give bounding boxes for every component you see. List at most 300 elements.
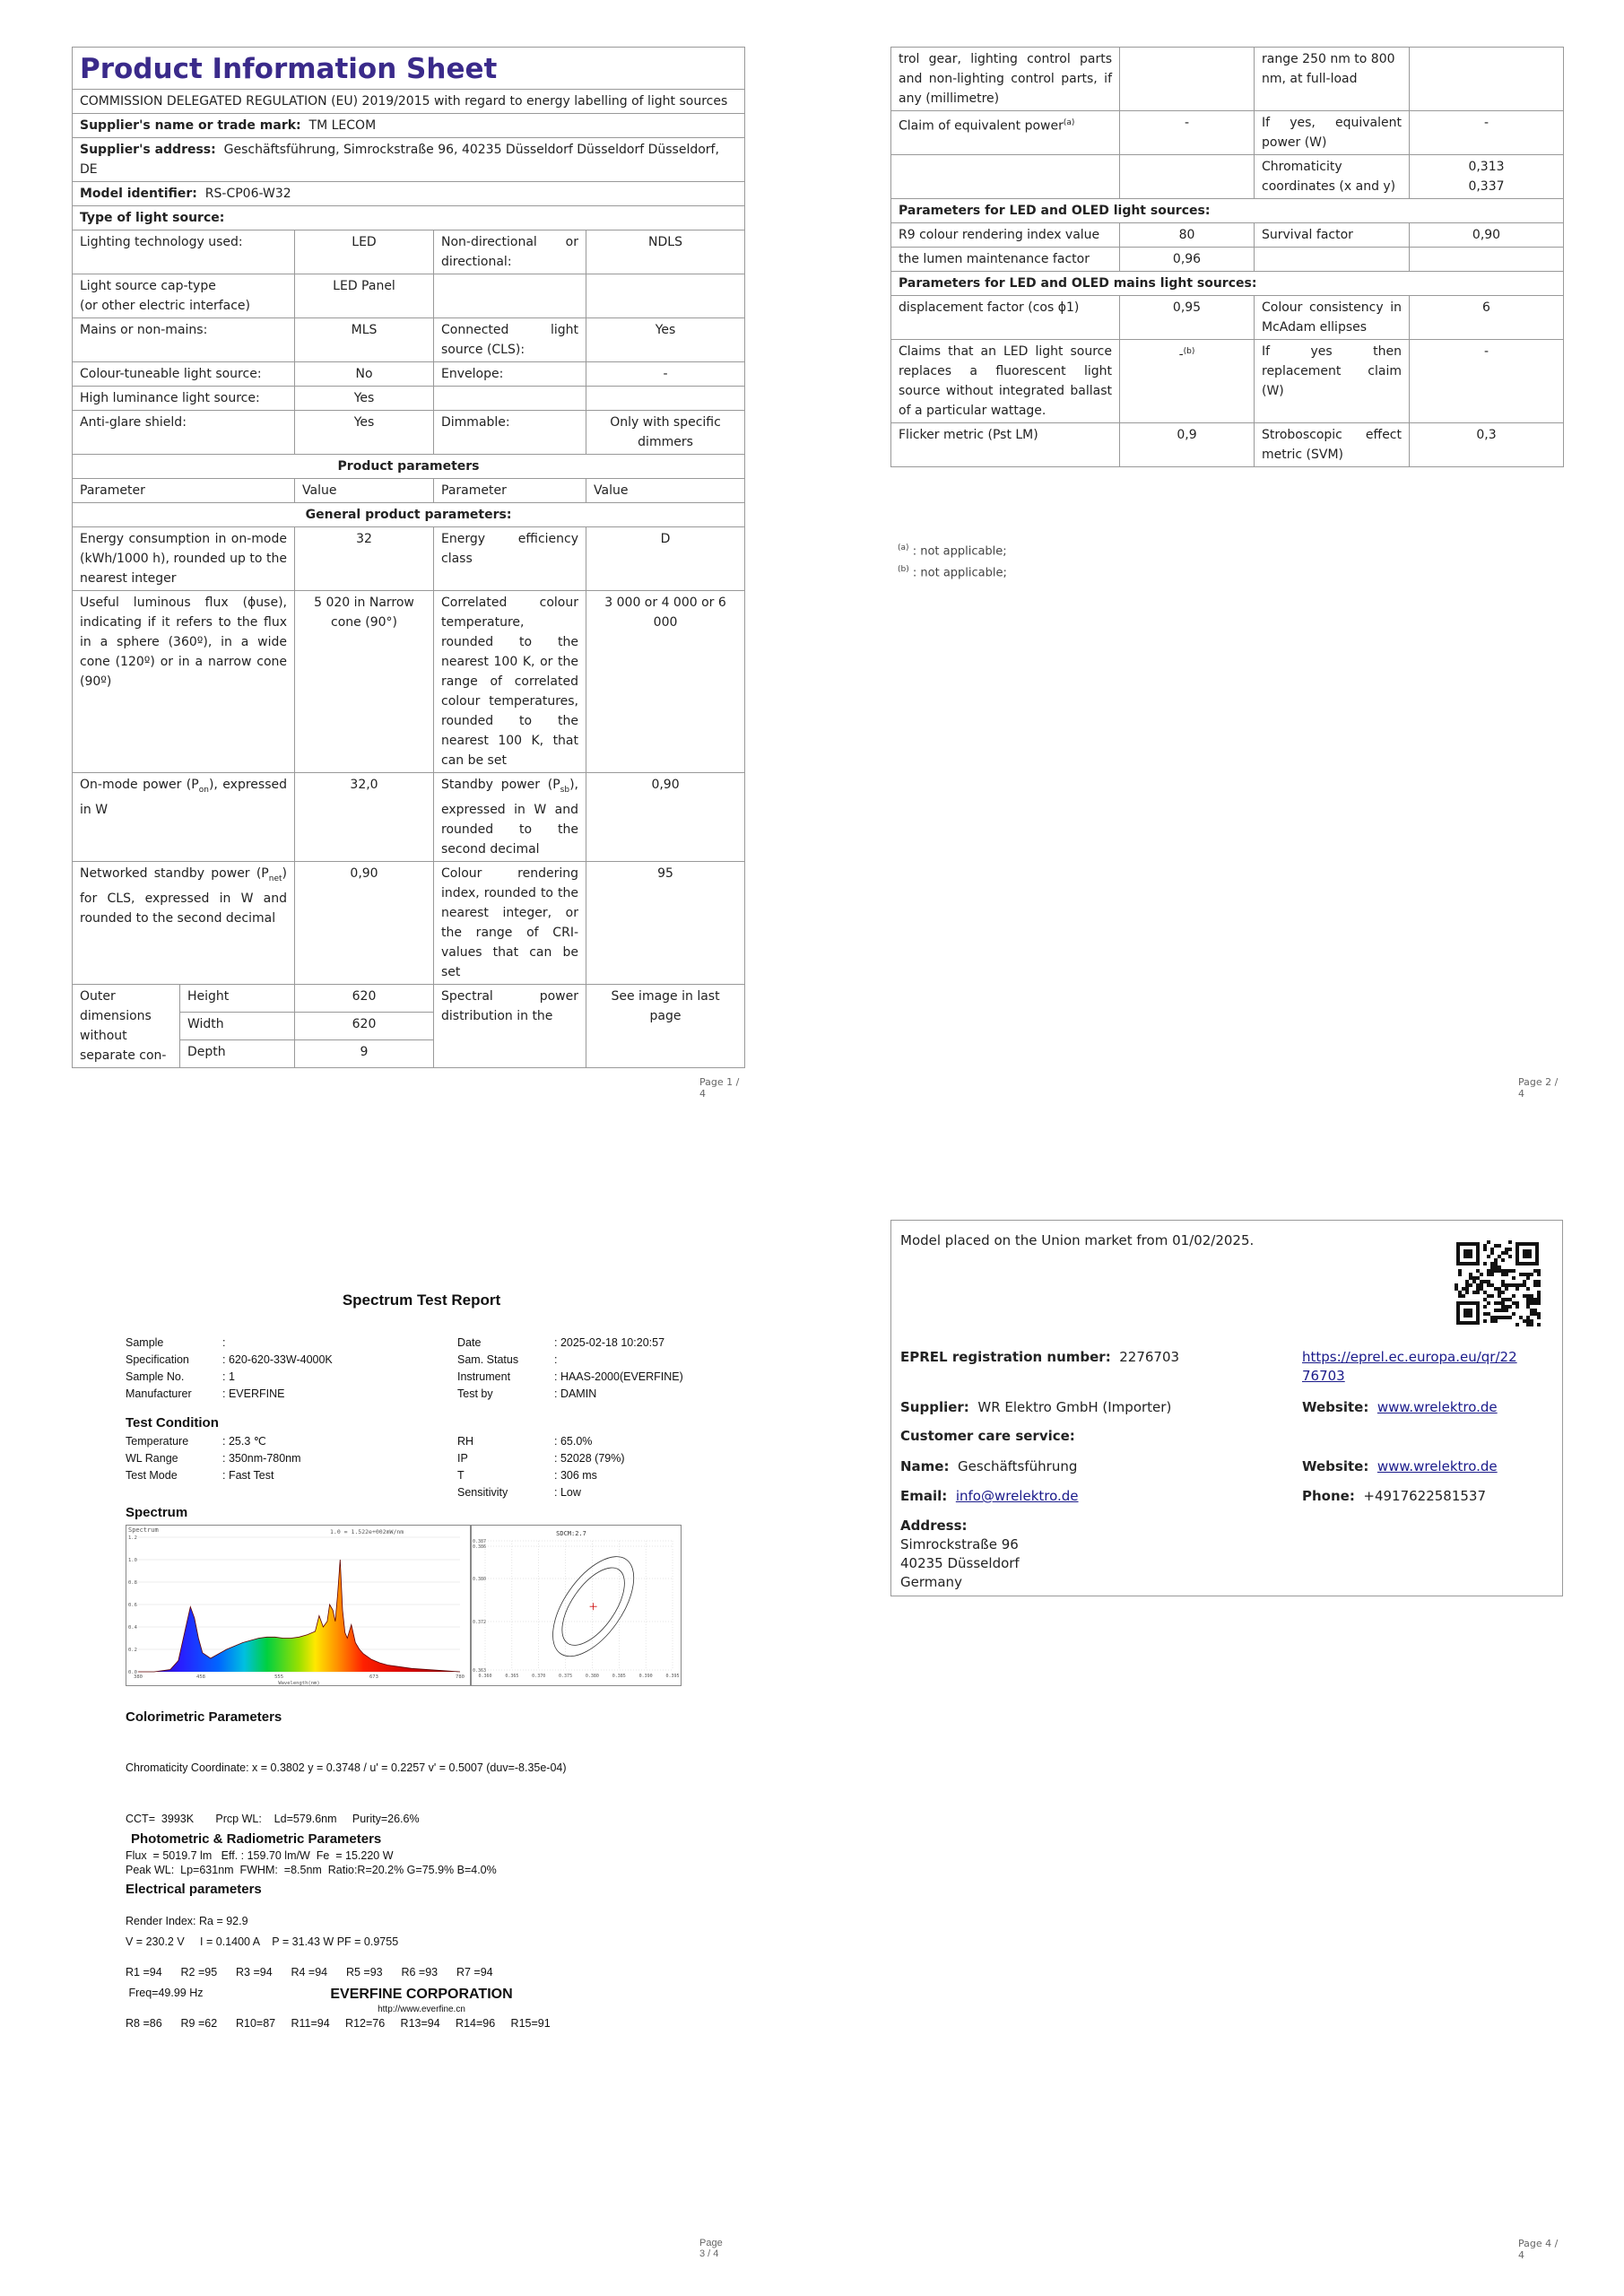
qr-module [1533, 1298, 1537, 1301]
qr-module [1530, 1273, 1533, 1276]
cell-empty [434, 274, 586, 318]
address-value: Geschäftsführung, Simrockstraße 96, 40235 Düsseldorf Düsseldorf Düsseldorf, DE [80, 143, 719, 177]
cell-label: High luminance light source: [73, 387, 295, 411]
qr-module [1498, 1287, 1501, 1291]
qr-module [1530, 1301, 1533, 1305]
cap-type-label: Light source cap-type [80, 279, 216, 293]
qr-module [1483, 1280, 1487, 1283]
cond-row [126, 1450, 301, 1467]
qr-module [1537, 1298, 1541, 1301]
qr-module [1512, 1312, 1515, 1316]
customer-care-label: Customer care service: [900, 1428, 1075, 1444]
qr-module [1523, 1283, 1526, 1287]
cond-value: : 52028 (79%) [554, 1452, 625, 1465]
qr-module [1483, 1262, 1487, 1265]
cell-value: LED [295, 230, 434, 274]
cell-empty [891, 155, 1120, 199]
footnote-b-mark: (b) [898, 565, 909, 574]
cell-value [1120, 340, 1255, 423]
chromaticity-chart [471, 1525, 682, 1686]
x-tick-label: 458 [196, 1674, 205, 1680]
cell-empty [1255, 248, 1410, 272]
info-row [126, 1335, 333, 1352]
cond-key: IP [457, 1452, 468, 1465]
cell-value [1410, 155, 1564, 199]
cell-empty [1410, 248, 1564, 272]
phone-value: +4917622581537 [1363, 1488, 1487, 1504]
spectrum-tag: Spectrum [128, 1526, 159, 1534]
qr-module [1501, 1280, 1505, 1283]
qr-module [1501, 1283, 1505, 1287]
qr-module [1469, 1276, 1472, 1280]
cell-value: 95 [586, 861, 745, 984]
qr-module [1483, 1298, 1487, 1301]
qr-module [1501, 1316, 1505, 1319]
cell-value: 0,9 [1120, 423, 1255, 467]
qr-module [1526, 1294, 1530, 1298]
general-parameters-header: General product parameters: [73, 503, 745, 527]
qr-module [1490, 1262, 1494, 1265]
qr-module [1512, 1294, 1515, 1298]
cell-value: 0,3 [1410, 423, 1564, 467]
on-mode-sub: on [198, 785, 209, 795]
page-1 [72, 47, 744, 1100]
qr-module [1523, 1280, 1526, 1283]
qr-module [1526, 1301, 1530, 1305]
qr-module [1512, 1283, 1515, 1287]
cond-key: RH [457, 1435, 474, 1448]
qr-module [1505, 1305, 1508, 1309]
qr-module [1498, 1255, 1501, 1258]
chromaticity-x: 0,313 [1468, 160, 1505, 174]
sdcm-label: SDCM:2.7 [556, 1530, 586, 1537]
cell-label [891, 111, 1120, 155]
qr-module [1533, 1269, 1537, 1273]
qr-module [1469, 1283, 1472, 1287]
column-header: Parameter [434, 479, 586, 503]
cond-row [457, 1450, 625, 1467]
x-tick-label: 0.380 [585, 1674, 599, 1679]
cell-label: R9 colour rendering index value [891, 223, 1120, 248]
qr-module [1505, 1273, 1508, 1276]
page-3-spectrum-report [117, 1220, 726, 2259]
cond-key: Sensitivity [457, 1486, 508, 1499]
name-value: Geschäftsführung [958, 1458, 1078, 1474]
mains-params-header: Parameters for LED and OLED mains light sources: [891, 272, 1564, 296]
x-tick-label: 673 [369, 1674, 378, 1680]
cell-label: If yes, equivalent power (W) [1255, 111, 1410, 155]
colorimetric-line: Peak WL: Lp=631nm FWHM: =8.5nm Ratio:R=20.2% G=75.9% B=4.0% [126, 1864, 497, 1876]
cell-label: trol gear, lighting control parts and non-lighting control parts, if any (millimetre) [891, 48, 1120, 111]
email-link[interactable]: info@wrelektro.de [955, 1488, 1079, 1504]
x-tick-label: 0.365 [505, 1674, 519, 1679]
cond-key: Temperature [126, 1435, 189, 1448]
email-row [900, 1487, 1079, 1506]
info-value: : [554, 1353, 558, 1366]
page-number: Page 4 / 4 [1518, 2238, 1559, 2261]
product-info-table [72, 47, 745, 1068]
qr-module [1490, 1273, 1494, 1276]
cell-label: the lumen maintenance factor [891, 248, 1120, 272]
y-tick-label: 0.6 [128, 1603, 137, 1608]
led-params-header: Parameters for LED and OLED light sources: [891, 199, 1564, 223]
qr-module [1498, 1269, 1501, 1273]
cell-label: Envelope: [434, 362, 586, 387]
spectrum-heading: Spectrum [126, 1505, 188, 1520]
x-tick-label: 0.360 [478, 1674, 492, 1679]
qr-module [1476, 1287, 1480, 1291]
qr-module [1533, 1301, 1537, 1305]
info-left [126, 1335, 333, 1403]
qr-module [1537, 1323, 1541, 1326]
dim-value: 9 [295, 1039, 434, 1067]
qr-module [1533, 1283, 1537, 1287]
info-value: : DAMIN [554, 1387, 597, 1400]
cell-empty [434, 387, 586, 411]
qr-module [1530, 1294, 1533, 1298]
info-row [126, 1352, 333, 1369]
x-axis-label: Wavelength(nm) [278, 1681, 320, 1686]
qr-module [1515, 1305, 1519, 1309]
qr-module [1533, 1312, 1537, 1316]
qr-module [1533, 1280, 1537, 1283]
supplier-row [73, 114, 745, 138]
electrical-block [126, 1900, 398, 2036]
address-line: Germany [900, 1574, 962, 1590]
test-condition-heading: Test Condition [126, 1415, 219, 1431]
qr-module [1512, 1301, 1515, 1305]
claim-sup: (a) [1063, 118, 1075, 127]
footnote-a-text: : not applicable; [912, 544, 1007, 559]
cell-value: Yes [295, 387, 434, 411]
info-key: Test by [457, 1387, 493, 1400]
column-header: Value [586, 479, 745, 503]
footnote-b [898, 560, 1007, 583]
qr-module [1526, 1323, 1530, 1326]
qr-module [1494, 1262, 1498, 1265]
product-info-table-continued [890, 47, 1564, 467]
report-title: Spectrum Test Report [342, 1292, 501, 1309]
qr-module [1537, 1273, 1541, 1276]
chart-frame [472, 1526, 682, 1686]
qr-module [1515, 1283, 1519, 1287]
qr-module [1501, 1291, 1505, 1294]
y-tick-label: 1.2 [128, 1535, 137, 1541]
qr-module [1487, 1255, 1490, 1258]
qr-module [1490, 1294, 1494, 1298]
qr-module [1505, 1309, 1508, 1312]
cell-value: - [1120, 111, 1255, 155]
cell-label: If yes then replacement claim (W) [1255, 340, 1410, 423]
name-label: Name: [900, 1458, 950, 1474]
replacement-value: - [1178, 347, 1184, 362]
qr-module [1515, 1301, 1519, 1305]
spectrum-peak-label: 1.0 = 1.522e+002mW/nm [330, 1528, 404, 1535]
qr-module [1490, 1251, 1494, 1255]
qr-module [1490, 1265, 1494, 1269]
qr-module [1476, 1291, 1480, 1294]
qr-module [1530, 1323, 1533, 1326]
dim-label: Height [180, 984, 295, 1012]
x-tick-label: 380 [134, 1674, 143, 1680]
sheet-title: Product Information Sheet [73, 48, 745, 90]
info-value: : HAAS-2000(EVERFINE) [554, 1370, 683, 1383]
info-key: Sample No. [126, 1370, 185, 1383]
cell-label: Anti-glare shield: [73, 411, 295, 455]
info-row [457, 1369, 683, 1386]
qr-module [1519, 1283, 1523, 1287]
photometric-line: Flux = 5019.7 lm Eff. : 159.70 lm/W Fe = 15.220 W [126, 1849, 394, 1862]
qr-module [1537, 1301, 1541, 1305]
qr-module [1508, 1248, 1512, 1251]
qr-module [1501, 1301, 1505, 1305]
cell-value: 0,96 [1120, 248, 1255, 272]
column-header: Value [295, 479, 434, 503]
cond-key: T [457, 1469, 465, 1482]
supplier-row [900, 1398, 1171, 1417]
qr-module [1480, 1287, 1483, 1291]
website-label: Website: [1302, 1399, 1369, 1415]
info-key: Manufacturer [126, 1387, 192, 1400]
cell-label: displacement factor (cos ϕ1) [891, 296, 1120, 340]
dim-label: Width [180, 1012, 295, 1039]
qr-module [1508, 1298, 1512, 1301]
info-row [126, 1386, 333, 1403]
qr-module [1501, 1309, 1505, 1312]
qr-module [1526, 1319, 1530, 1323]
qr-module [1508, 1269, 1512, 1273]
cell-value: 6 [1410, 296, 1564, 340]
y-tick-label: 0.4 [128, 1625, 137, 1631]
eprel-link-part: 76703 [1302, 1368, 1345, 1384]
cell-label: Lighting technology used: [73, 230, 295, 274]
qr-module [1490, 1269, 1494, 1273]
email-label: Email: [900, 1488, 948, 1504]
cond-value: : Fast Test [222, 1469, 274, 1482]
spd-value: See image in last page [586, 984, 745, 1067]
cell-value: 32 [295, 527, 434, 591]
qr-module [1472, 1280, 1476, 1283]
qr-module [1480, 1283, 1483, 1287]
website2-label: Website: [1302, 1458, 1369, 1474]
website2-row [1302, 1457, 1498, 1476]
cell-value: 80 [1120, 223, 1255, 248]
claim-text: Claim of equivalent power [899, 118, 1064, 134]
qr-module [1505, 1287, 1508, 1291]
qr-module [1455, 1287, 1458, 1291]
cell-value: 0,90 [586, 773, 745, 862]
qr-module [1501, 1258, 1505, 1262]
colorimetric-line: Chromaticity Coordinate: x = 0.3802 y = 0.3748 / u' = 0.2257 v' = 0.5007 (duv=-8.35e-04) [126, 1761, 567, 1774]
page-number: Page 1 / 4 [699, 1076, 740, 1100]
qr-module [1526, 1298, 1530, 1301]
eprel-link-part: https://eprel.ec.europa.eu/qr/22 [1302, 1349, 1517, 1365]
website2-link[interactable]: www.wrelektro.de [1376, 1458, 1498, 1474]
x-tick-label: 0.385 [612, 1674, 626, 1679]
cell-value: 5 020 in Narrow cone (90°) [295, 591, 434, 773]
eprel-link[interactable] [1302, 1349, 1517, 1384]
cell-empty [1120, 155, 1255, 199]
cell-label: Claims that an LED light source replaces a fluorescent light source without integrated ballast of a particular wattage. [891, 340, 1120, 423]
qr-module [1490, 1248, 1494, 1251]
y-tick-label: 1.0 [128, 1558, 137, 1563]
cell-label: range 250 nm to 800 nm, at full-load [1255, 48, 1410, 111]
qr-module [1494, 1244, 1498, 1248]
cond-row [126, 1433, 301, 1450]
regulation-text: COMMISSION DELEGATED REGULATION (EU) 2019/2015 with regard to energy labelling of light sources [73, 90, 745, 114]
eprel-value: 2276703 [1119, 1349, 1180, 1365]
y-tick-label: 0.372 [473, 1620, 487, 1625]
info-value: : [222, 1336, 226, 1349]
supplier-label: Supplier's name or trade mark: [80, 118, 301, 133]
report-url: http://www.everfine.cn [378, 2005, 465, 2014]
y-tick-label: 0.8 [128, 1580, 137, 1586]
cell-label: Chromaticity coordinates (x and y) [1255, 155, 1410, 199]
condition-right [457, 1433, 625, 1501]
cell-empty [1120, 48, 1255, 111]
address-label: Address: [900, 1518, 968, 1534]
cell-value: 3 000 or 4 000 or 6 000 [586, 591, 745, 773]
cond-value: : 306 ms [554, 1469, 597, 1482]
colorimetric-line: R8 =86 R9 =62 R10=87 R11=94 R12=76 R13=94 R14=96 R15=91 [126, 2017, 551, 2030]
cell-empty [1410, 48, 1564, 111]
spectrum-chart [126, 1525, 471, 1686]
website-link[interactable]: www.wrelektro.de [1376, 1399, 1498, 1415]
qr-module [1501, 1251, 1505, 1255]
cell-value: 0,95 [1120, 296, 1255, 340]
qr-module [1490, 1316, 1494, 1319]
qr-module [1501, 1298, 1505, 1301]
qr-module [1512, 1269, 1515, 1273]
qr-module [1476, 1283, 1480, 1287]
on-mode-text-end: ), expressed in W [80, 778, 287, 817]
info-value: : 620-620-33W-4000K [222, 1353, 333, 1366]
cond-key: WL Range [126, 1452, 178, 1465]
qr-module [1505, 1269, 1508, 1273]
market-date-text: Model placed on the Union market from 01/02/2025. [900, 1232, 1255, 1248]
cell-label: Energy efficiency class [434, 527, 586, 591]
footnote-a [898, 538, 1007, 561]
qr-module [1498, 1244, 1501, 1248]
qr-module [1494, 1316, 1498, 1319]
networked-sub: net [268, 874, 282, 883]
y-tick-label: 0.0 [128, 1670, 137, 1675]
qr-module [1526, 1287, 1530, 1291]
qr-code-icon[interactable] [1455, 1240, 1541, 1326]
qr-module [1537, 1269, 1541, 1273]
cell-value: 0,90 [1410, 223, 1564, 248]
qr-module [1487, 1240, 1490, 1244]
cell-value: Yes [586, 318, 745, 362]
cell-value: 32,0 [295, 773, 434, 862]
cond-value: : 350nm-780nm [222, 1452, 301, 1465]
qr-module [1490, 1283, 1494, 1287]
qr-module [1501, 1269, 1505, 1273]
cell-label: Non-directional or directional: [434, 230, 586, 274]
dim-value: 620 [295, 1012, 434, 1039]
y-tick-label: 0.387 [473, 1539, 487, 1544]
cond-row [457, 1467, 625, 1484]
qr-module [1483, 1291, 1487, 1294]
qr-module [1494, 1258, 1498, 1262]
qr-module [1505, 1248, 1508, 1251]
cond-value: : 65.0% [554, 1435, 593, 1448]
cell-empty [586, 274, 745, 318]
website-row [1302, 1398, 1498, 1417]
cond-row [457, 1433, 625, 1450]
x-tick-label: 555 [274, 1674, 284, 1680]
cell-value: - [586, 362, 745, 387]
name-row [900, 1457, 1077, 1476]
cap-type-note: (or other electric interface) [80, 299, 250, 313]
page-number: Page 3 / 4 [699, 2238, 723, 2259]
cell-value: - [1410, 340, 1564, 423]
dim-value: 620 [295, 984, 434, 1012]
type-label: Type of light source: [73, 206, 745, 230]
qr-module [1458, 1291, 1462, 1294]
info-row [457, 1386, 683, 1403]
model-label: Model identifier: [80, 187, 197, 201]
qr-module [1537, 1316, 1541, 1319]
y-tick-label: 0.386 [473, 1544, 487, 1550]
cell-label: Colour-tuneable light source: [73, 362, 295, 387]
cell-label [73, 861, 295, 984]
qr-module [1469, 1273, 1472, 1276]
qr-module [1498, 1294, 1501, 1298]
qr-module [1530, 1309, 1533, 1312]
info-value: : EVERFINE [222, 1387, 285, 1400]
page-number: Page 2 / 4 [1518, 1076, 1559, 1100]
qr-module [1505, 1251, 1508, 1255]
qr-module [1508, 1305, 1512, 1309]
qr-module [1508, 1240, 1512, 1244]
standby-text-end: ), expressed in W and rounded to the second decimal [441, 778, 578, 857]
model-value: RS-CP06-W32 [204, 187, 291, 201]
qr-module [1476, 1269, 1480, 1273]
standby-sub: sb [560, 785, 570, 795]
cell-empty [586, 387, 745, 411]
cond-value: : 25.3 ℃ [222, 1435, 266, 1448]
cell-value: LED Panel [295, 274, 434, 318]
electrical-line: Freq=49.99 Hz [126, 1987, 204, 1999]
cell-label: Survival factor [1255, 223, 1410, 248]
info-row [457, 1352, 683, 1369]
info-key: Sam. Status [457, 1353, 519, 1366]
cond-row [126, 1467, 301, 1484]
qr-module [1462, 1287, 1465, 1291]
qr-module [1537, 1280, 1541, 1283]
y-tick-label: 0.2 [128, 1648, 137, 1653]
cell-label [73, 274, 295, 318]
qr-module [1498, 1265, 1501, 1269]
qr-module [1505, 1316, 1508, 1319]
qr-module [1508, 1255, 1512, 1258]
info-key: Date [457, 1336, 482, 1349]
qr-module [1505, 1283, 1508, 1287]
qr-module [1515, 1323, 1519, 1326]
cell-value: NDLS [586, 230, 745, 274]
qr-module [1458, 1269, 1462, 1273]
cell-label: Colour rendering index, rounded to the nearest integer, or the range of CRI-values that can be set [434, 861, 586, 984]
qr-module [1530, 1298, 1533, 1301]
cell-value: D [586, 527, 745, 591]
qr-module [1530, 1319, 1533, 1323]
footnote-b-text: : not applicable; [912, 566, 1007, 580]
eprel-row [900, 1348, 1179, 1367]
address-block [900, 1517, 1020, 1592]
dims-label: Outer dimensions without separate con- [73, 984, 180, 1067]
colorimetric-line: Render Index: Ra = 92.9 [126, 1915, 248, 1927]
